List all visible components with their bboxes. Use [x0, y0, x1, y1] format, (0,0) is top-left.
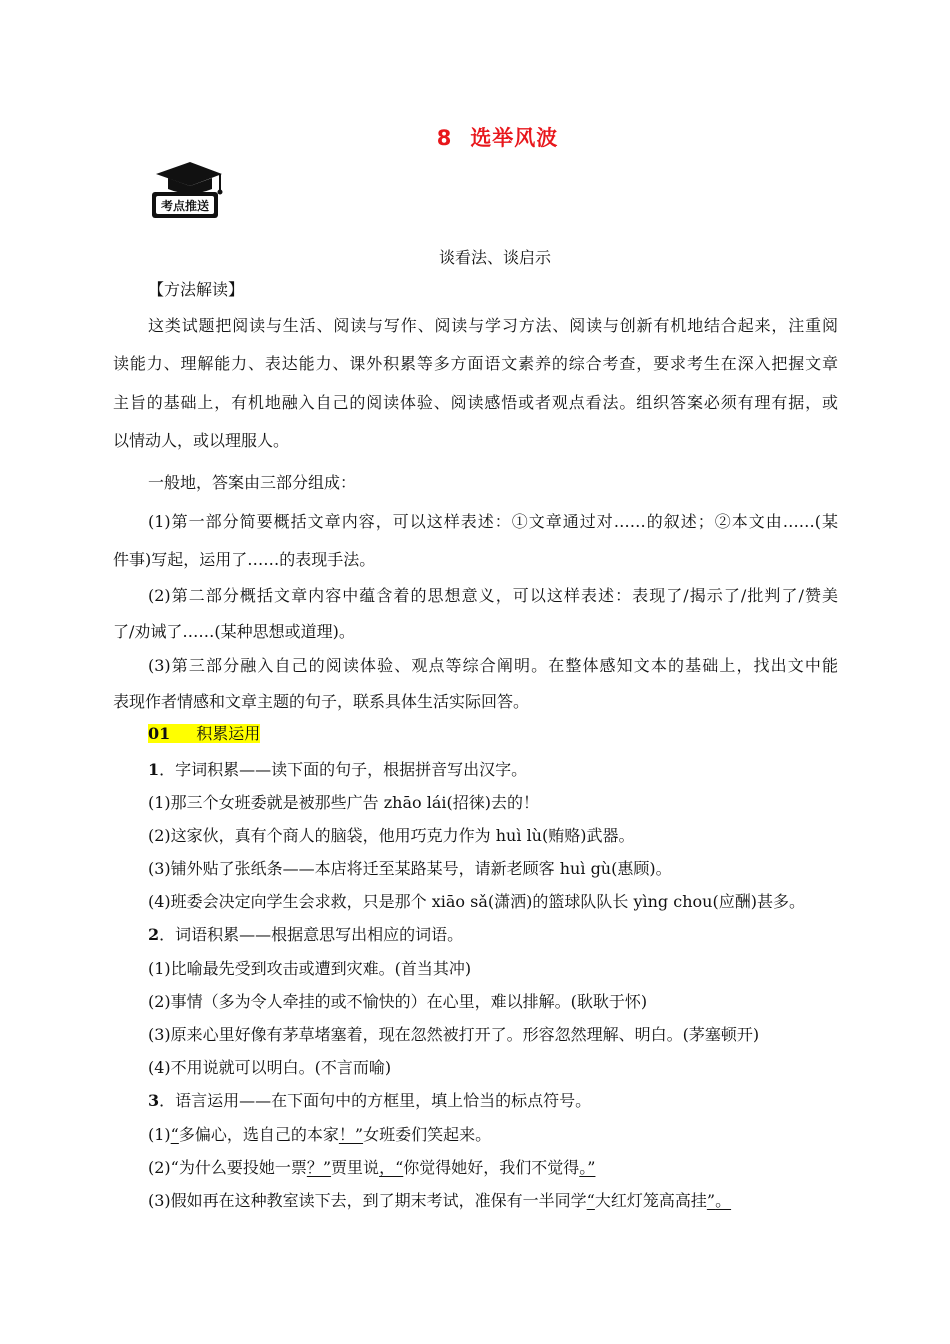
question-item: (3)铺外贴了张纸条——本店将迁至某路某号，请新老顾客 huì gù(惠顾)。: [148, 859, 672, 878]
section-label: [148, 723, 838, 745]
part1-line: (1)第一部分简要概括文章内容，可以这样表述：①文章通过对……的叙述；②本文由……(某: [148, 512, 838, 531]
question-item: (2)事情（多为令人牵挂的或不愉快的）在心里，难以排解。(耿耿于怀): [148, 992, 648, 1011]
part3-line: (3)第三部分融入自己的阅读体验、观点等综合阐明。在整体感知文本的基础上，找出文中能: [148, 656, 838, 675]
paragraph-line: 这类试题把阅读与生活、阅读与写作、阅读与学习方法、阅读与创新有机地结合起来，注重阅: [148, 316, 838, 335]
answer-blank: ，“: [379, 1158, 404, 1177]
paragraph-line: 一般地，答案由三部分组成：: [148, 473, 357, 492]
question-item: (3)假如再在这种教室读下去，到了期末考试，准保有一半同学“大红灯笼高高挂”。: [148, 1191, 732, 1210]
question-item: (2)“为什么要投她一票？”贾里说，“你觉得她好，我们不觉得。”: [148, 1158, 596, 1177]
paragraph-line: 读能力、理解能力、表达能力、课外积累等多方面语文素养的综合考查，要求考生在深入把握文章: [113, 354, 838, 373]
question-item: (4)班委会决定向学生会求救，只是那个 xiāo sǎ(潇洒)的篮球队队长 yìng chou(应酬)甚多。: [148, 892, 805, 911]
paragraph-line: 以情动人，或以理服人。: [113, 431, 290, 450]
question-item: (1)比喻最先受到攻击或遭到灾难。(首当其冲): [148, 959, 472, 978]
section-number: 01: [148, 724, 171, 743]
part3-line: 表现作者情感和文章主题的句子，联系具体生活实际回答。: [113, 692, 530, 711]
part1-line: 件事)写起，运用了……的表现手法。: [113, 550, 376, 569]
part2-line: 了/劝诫了……(某种思想或道理)。: [113, 622, 355, 641]
page-title: [0, 122, 950, 152]
question-item: (1)那三个女班委就是被那些广告 zhāo lái(招徕)去的！: [148, 793, 540, 812]
answer-blank: “: [586, 1191, 595, 1210]
question-item: (2)这家伙，真有个商人的脑袋，他用巧克力作为 huì lù(贿赂)武器。: [148, 826, 635, 845]
answer-blank: ？”: [306, 1158, 332, 1177]
question-item: (3)原来心里好像有茅草堵塞着，现在忽然被打开了。形容忽然理解、明白。(茅塞顿开): [148, 1025, 760, 1044]
question-heading: 3．语言运用——在下面句中的方框里，填上恰当的标点符号。: [148, 1091, 592, 1110]
answer-blank: ！”: [338, 1125, 364, 1144]
section-title: 积累运用: [196, 724, 261, 743]
question-heading: 1．字词积累——读下面的句子，根据拼音写出汉字。: [148, 760, 528, 779]
section-subheading: 谈看法、谈启示: [438, 248, 551, 267]
question-item: (1)“多偏心，选自己的本家！”女班委们笑起来。: [148, 1125, 492, 1144]
paragraph-line: 主旨的基础上，有机地融入自己的阅读体验、阅读感悟或者观点看法。组织答案必须有理有据，或: [113, 393, 838, 412]
question-item: (4)不用说就可以明白。(不言而喻): [148, 1058, 392, 1077]
answer-blank: ”: [706, 1191, 716, 1210]
question-heading: 2．词语积累——根据意思写出相应的词语。: [148, 925, 464, 944]
graduation-cap-icon: [148, 156, 226, 220]
answer-blank: 。”: [579, 1158, 596, 1177]
method-heading: 【方法解读】: [148, 280, 245, 299]
lesson-title: 选举风波: [470, 126, 559, 150]
part2-line: (2)第二部分概括文章内容中蕴含着的思想意义，可以这样表述：表现了/揭示了/批判了/赞美: [148, 586, 838, 605]
lesson-number: 8: [436, 126, 453, 150]
answer-blank: “: [170, 1125, 179, 1144]
answer-blank: 。: [715, 1191, 732, 1210]
badge-label: 考点推送: [160, 199, 210, 213]
